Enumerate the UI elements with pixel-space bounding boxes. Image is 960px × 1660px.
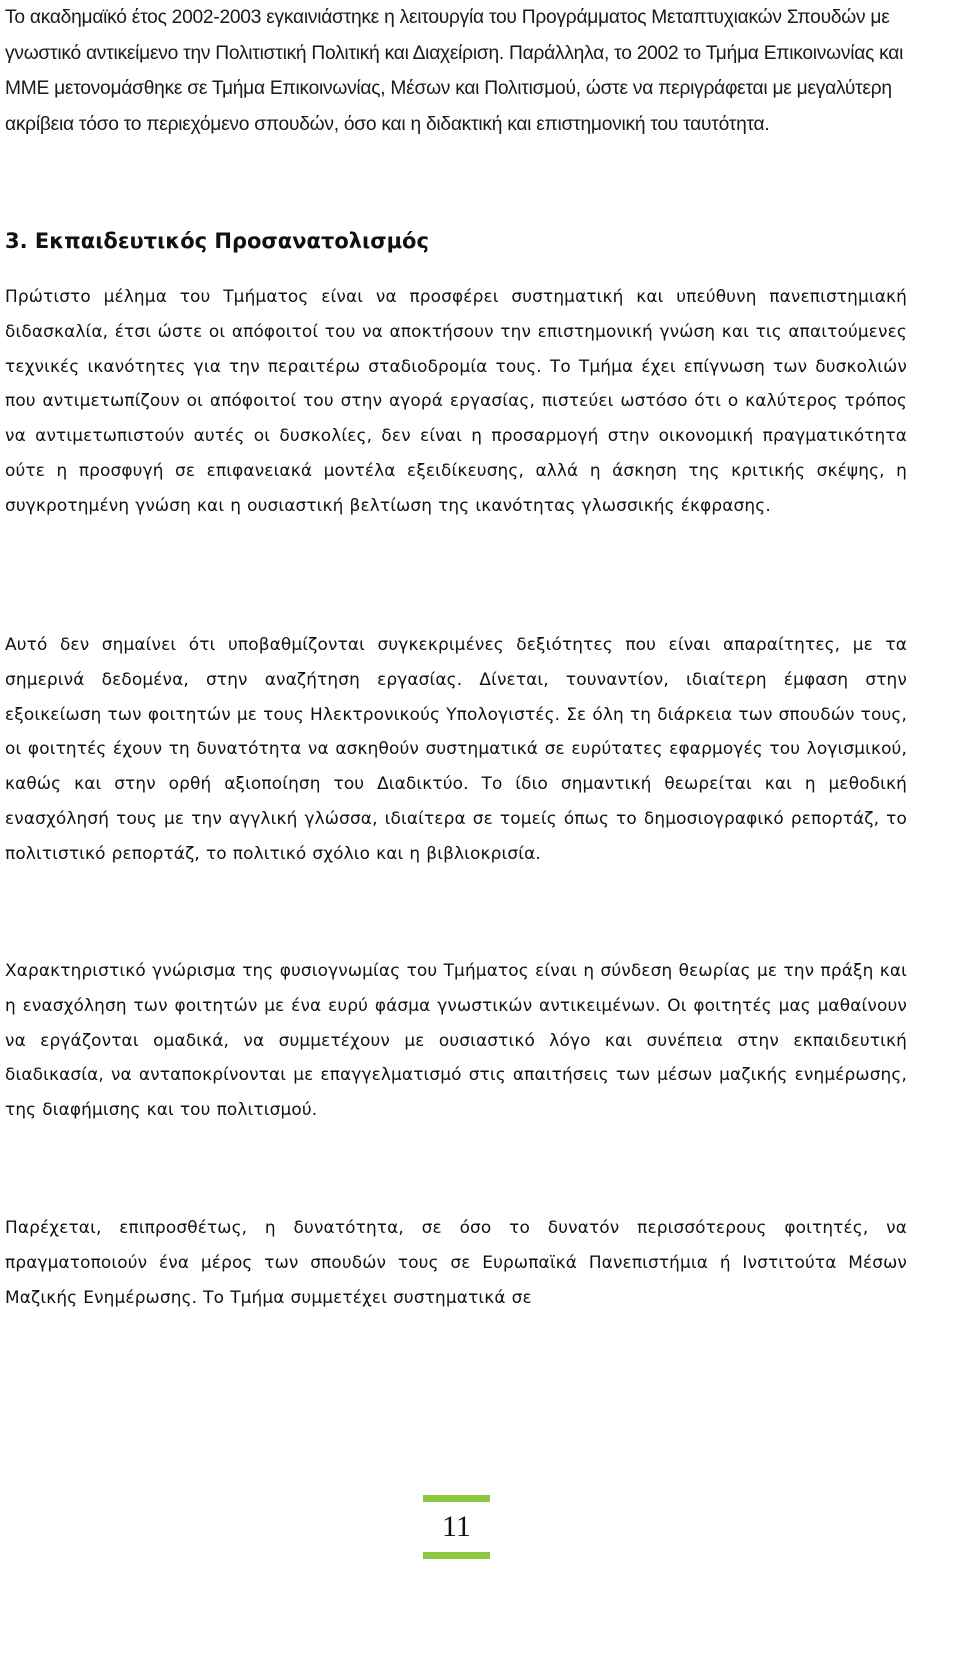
body-paragraph-1: Πρώτιστο μέλημα του Τμήματος είναι να προσφέρει συστηματική και υπεύθυνη πανεπιστημιακή διδασκαλία, έτσι ώστε οι απόφοιτοί του να αποκτήσουν την επιστημονική γνώση και τις απαιτούμενες τεχνικές ικανότητες για την περαιτέρω σταδιοδρομία τους. Το Τμήμα έχει επίγνωση των δυσκολιών που αντιμετωπίζουν οι απόφοιτοί του στην αγορά εργασίας, πιστεύει ωστόσο ότι ο καλύτερος τρόπος να αντιμετωπιστούν αυτές οι δυσκολίες, δεν είναι η προσαρμογή στην οικονομική πραγματικότητα ούτε η προσφυγή σε επιφανειακά μοντέλα εξειδίκευσης, αλλά η άσκηση της κριτικής σκέψης, η συγκροτημένη γνώση και η ουσιαστική βελτίωση της ικανότητας γλωσσικής έκφρασης.	[5, 286, 907, 515]
page-number-bottom-bar	[423, 1552, 490, 1559]
page-number-footer	[423, 1495, 490, 1559]
body-paragraph-3: Χαρακτηριστικό γνώρισμα της φυσιογνωμίας του Τμήματος είναι η σύνδεση θεωρίας με την πράξη και η ενασχόληση των φοιτητών με ένα ευρύ φάσμα γνωστικών αντικειμένων. Οι φοιτητές μας μαθαίνουν να εργάζονται ομαδικά, να συμμετέχουν με ουσιαστικό λόγο και συνέπεια στην εκπαιδευτική διαδικασία, να ανταποκρίνονται με επαγγελματισμό στις απαιτήσεις των μέσων μαζικής ενημέρωσης, της διαφήμισης και του πολιτισμού.	[5, 960, 907, 1120]
page-number-top-bar	[423, 1495, 490, 1502]
section-heading: 3. Εκπαιδευτικός Προσανατολισμός	[5, 229, 429, 253]
body-paragraph-2: Αυτό δεν σημαίνει ότι υποβαθμίζονται συγκεκριμένες δεξιότητες που είναι απαραίτητες, με τα σημερινά δεδομένα, στην αναζήτηση εργασίας. Δίνεται, τουναντίον, ιδιαίτερη έμφαση στην εξοικείωση των φοιτητών με τους Ηλεκτρονικούς Υπολογιστές. Σε όλη τη διάρκεια των σπουδών τους, οι φοιτητές έχουν τη δυνατότητα να ασκηθούν συστηματικά σε ευρύτατες εφαρμογές του λογισμικού, καθώς και στην ορθή αξιοποίηση του Διαδικτύο. Το ίδιο σημαντική θεωρείται και η μεθοδική ενασχόλησή τους με την αγγλική γλώσσα, ιδιαίτερα σε τομείς όπως το δημοσιογραφικό ρεπορτάζ, το πολιτιστικό ρεπορτάζ, το πολιτικό σχόλιο και η βιβλιοκρισία.	[5, 634, 907, 863]
page-number: 11	[442, 1510, 471, 1543]
intro-paragraph: Το ακαδημαϊκό έτος 2002-2003 εγκαινιάστηκε η λειτουργία του Προγράμματος Μεταπτυχιακών Σπουδών με γνωστικό αντικείμενο την Πολιτιστική Πολιτική και Διαχείριση. Παράλληλα, το 2002 το Τμήμα Επικοινωνίας και ΜΜΕ μετονομάσθηκε σε Τμήμα Επικοινωνίας, Μέσων και Πολιτισμού, ώστε να περιγράφεται με μεγαλύτερη ακρίβεια τόσο το περιεχόμενο σπουδών, όσο και η διδακτική και επιστημονική του ταυτότητα.	[5, 7, 904, 135]
body-paragraph-4: Παρέχεται, επιπροσθέτως, η δυνατότητα, σε όσο το δυνατόν περισσότερους φοιτητές, να πραγματοποιούν ένα μέρος των σπουδών τους σε Ευρωπαϊκά Πανεπιστήμια ή Ινστιτούτα Μέσων Μαζικής Ενημέρωσης. Το Τμήμα συμμετέχει συστηματικά σε	[5, 1217, 907, 1307]
